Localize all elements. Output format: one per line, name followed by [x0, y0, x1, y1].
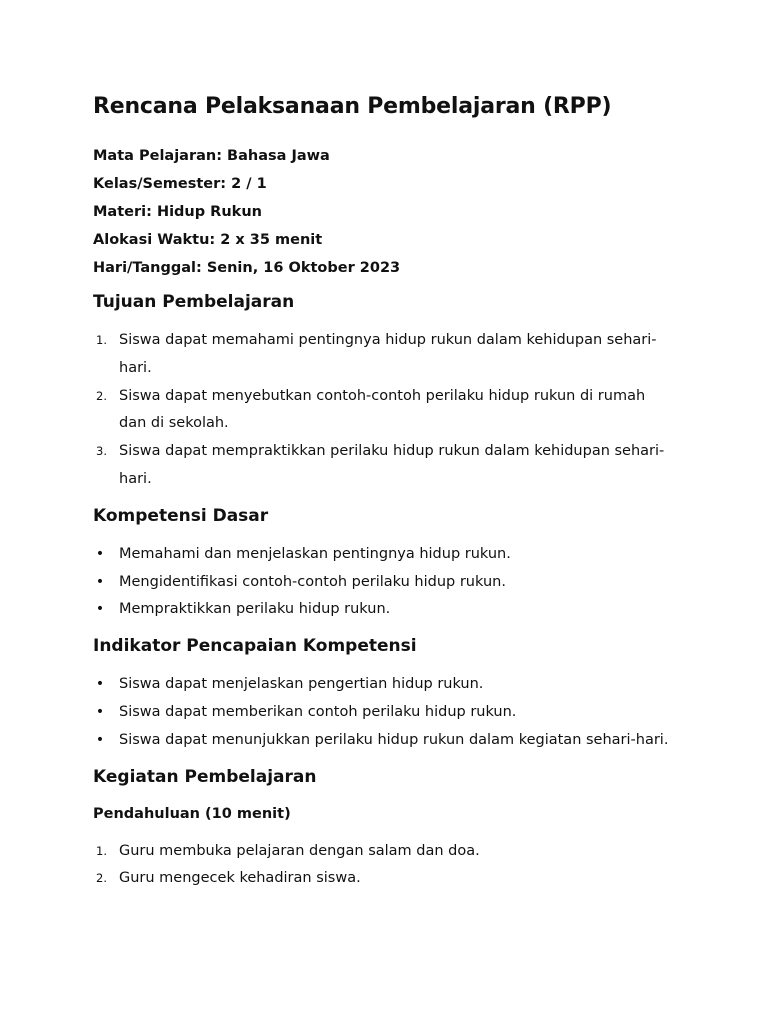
- list-item-text: Siswa dapat mempraktikkan perilaku hidup rukun dalam kehidupan sehari-hari.: [119, 443, 665, 487]
- list-number: 2.: [96, 388, 107, 403]
- section-indikator: [93, 634, 676, 754]
- list-item-text: Siswa dapat menyebutkan contoh-contoh perilaku hidup rukun di rumah dan di sekolah.: [119, 387, 646, 432]
- subsection-heading-pendahuluan: Pendahuluan (10 menit): [93, 805, 291, 822]
- indikator-list: [93, 671, 676, 754]
- list-item-text: Mengidentifikasi contoh-contoh perilaku hidup rukun.: [119, 573, 506, 590]
- meta-class-semester: Kelas/Semester: 2 / 1: [93, 176, 267, 192]
- bullet-icon: •: [95, 703, 105, 720]
- section-heading-kompetensi: Kompetensi Dasar: [93, 505, 269, 526]
- list-item: [93, 727, 676, 755]
- list-item: [93, 438, 676, 494]
- section-kompetensi: [93, 504, 676, 624]
- list-item: [93, 699, 676, 727]
- list-item: [93, 569, 676, 597]
- bullet-icon: •: [95, 545, 105, 562]
- list-item: [93, 383, 676, 439]
- list-item-text: Siswa dapat memahami pentingnya hidup rukun dalam kehidupan sehari-hari.: [119, 332, 657, 376]
- list-item: [93, 838, 676, 866]
- list-item-text: Siswa dapat menjelaskan pengertian hidup rukun.: [119, 676, 484, 693]
- pendahuluan-list: [93, 838, 676, 894]
- list-number: 1.: [96, 843, 107, 858]
- meta-subject: Mata Pelajaran: Bahasa Jawa: [93, 148, 330, 164]
- section-kegiatan: [93, 765, 676, 894]
- list-item: [93, 541, 676, 569]
- document-title: Rencana Pelaksanaan Pembelajaran (RPP): [93, 94, 612, 119]
- list-item: [93, 327, 676, 383]
- tujuan-list: [93, 327, 676, 494]
- section-tujuan: [93, 290, 676, 494]
- list-item-text: Memahami dan menjelaskan pentingnya hidup rukun.: [119, 545, 511, 562]
- section-heading-indikator: Indikator Pencapaian Kompetensi: [93, 636, 417, 657]
- list-item: [93, 596, 676, 624]
- list-number: 2.: [96, 871, 107, 886]
- bullet-icon: •: [95, 601, 105, 618]
- list-number: 1.: [96, 333, 107, 347]
- list-number: 3.: [96, 444, 107, 459]
- bullet-icon: •: [95, 573, 105, 590]
- meta-time-allocation: Alokasi Waktu: 2 x 35 menit: [93, 232, 323, 248]
- meta-material: Materi: Hidup Rukun: [93, 204, 262, 220]
- list-item-text: Guru mengecek kehadiran siswa.: [119, 870, 361, 887]
- kompetensi-list: [93, 541, 676, 624]
- list-item: [93, 671, 676, 699]
- list-item-text: Siswa dapat memberikan contoh perilaku hidup rukun.: [119, 703, 517, 720]
- bullet-icon: •: [95, 676, 105, 693]
- meta-block: [93, 142, 676, 282]
- list-item: [93, 865, 676, 893]
- section-heading-kegiatan: Kegiatan Pembelajaran: [93, 766, 317, 787]
- list-item-text: Guru membuka pelajaran dengan salam dan doa.: [119, 842, 480, 859]
- meta-day-date: Hari/Tanggal: Senin, 16 Oktober 2023: [93, 260, 401, 276]
- section-heading-tujuan: Tujuan Pembelajaran: [93, 292, 295, 312]
- list-item-text: Siswa dapat menunjukkan perilaku hidup rukun dalam kegiatan sehari-hari.: [119, 731, 669, 748]
- list-item-text: Mempraktikkan perilaku hidup rukun.: [119, 601, 391, 618]
- bullet-icon: •: [95, 731, 105, 748]
